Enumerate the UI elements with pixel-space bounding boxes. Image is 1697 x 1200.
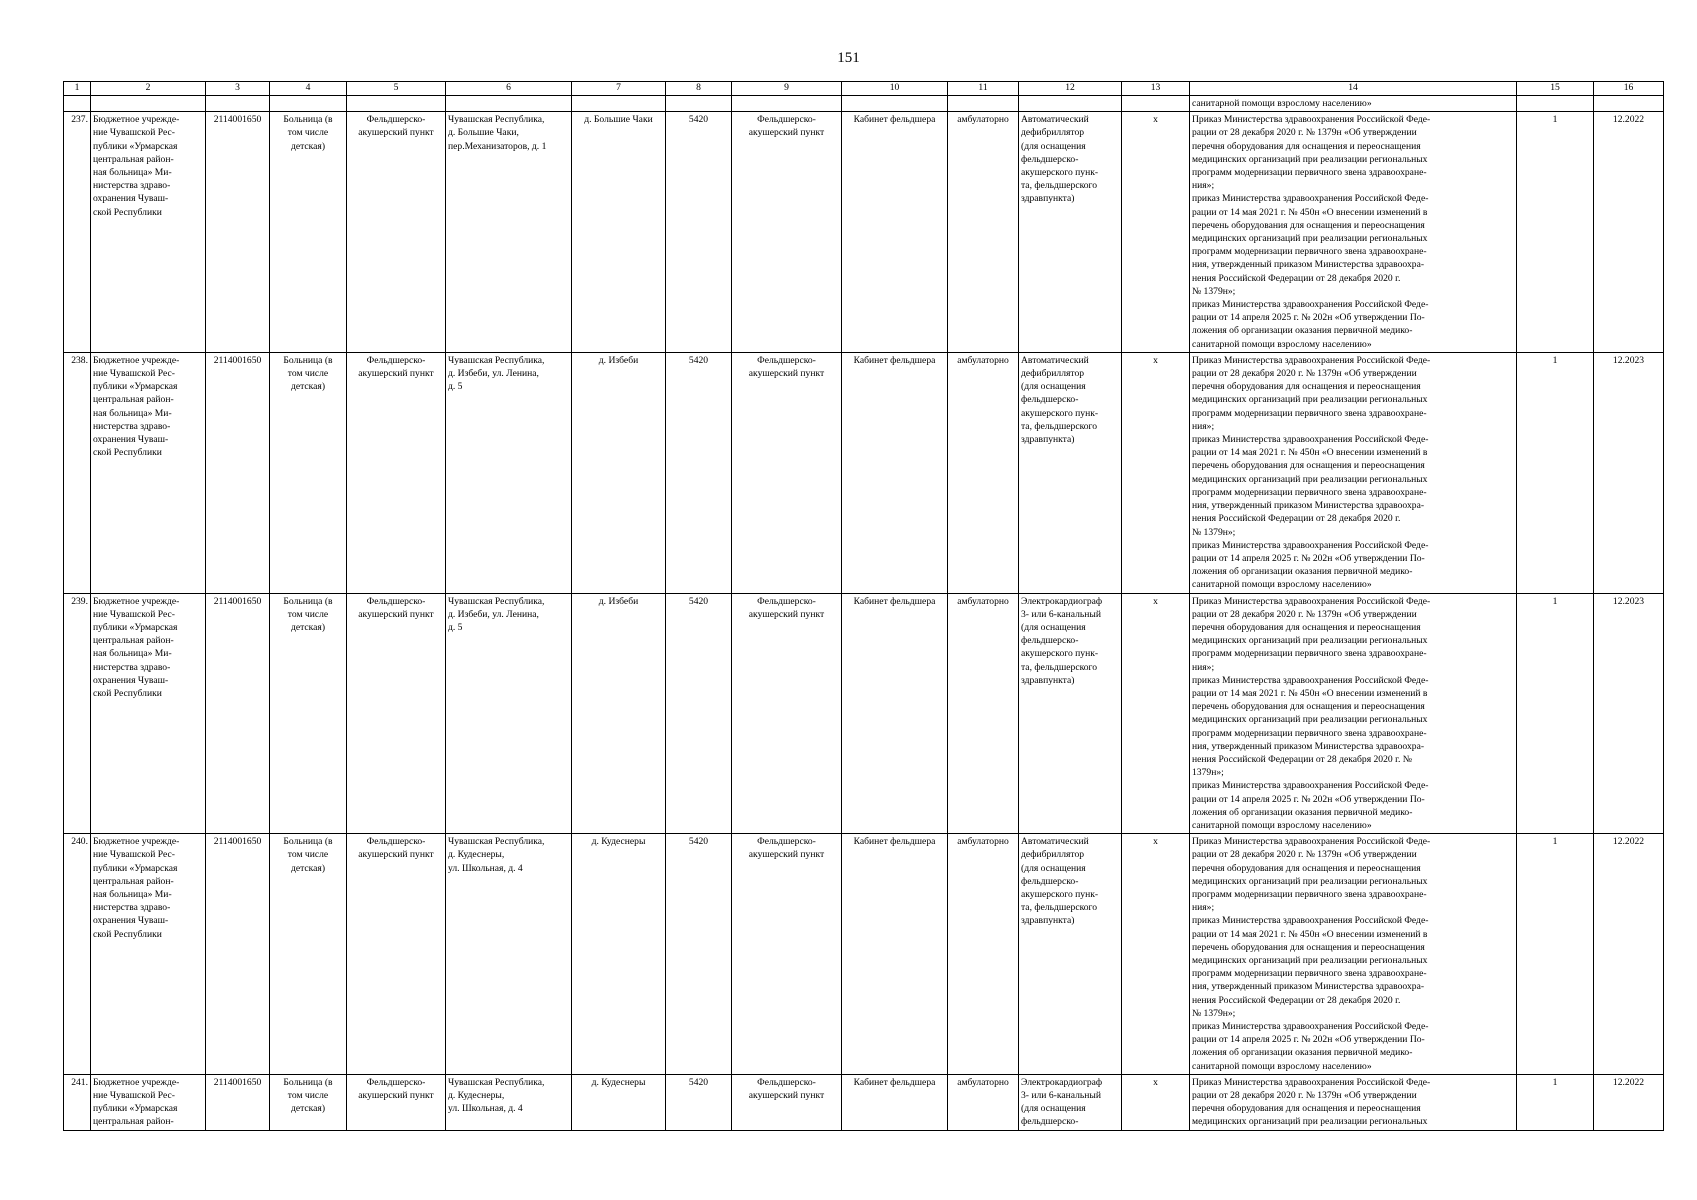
care-mode: амбулаторно: [948, 352, 1019, 593]
table-row: [64, 593, 1664, 834]
address: Чувашская Республика, д. Избеби, ул. Ленина, д. 5: [446, 593, 572, 834]
subunit-type: Фельдшерско- акушерский пункт: [732, 1074, 842, 1130]
mark: x: [1122, 834, 1190, 1075]
date: 12.2023: [1594, 593, 1664, 834]
quantity: 1: [1517, 834, 1594, 1075]
address: Чувашская Республика, д. Кудеснеры, ул. Школьная, д. 4: [446, 834, 572, 1075]
table-row: [64, 352, 1664, 593]
room-name: Кабинет фельдшера: [842, 112, 948, 353]
room-name: Кабинет фельдшера: [842, 352, 948, 593]
column-number: 2: [91, 82, 206, 96]
column-number: 11: [948, 82, 1019, 96]
room-name: Кабинет фельдшера: [842, 834, 948, 1075]
row-number: 237.: [64, 112, 91, 353]
care-mode: амбулаторно: [948, 112, 1019, 353]
facility-type: Больница (в том числе детская): [270, 352, 347, 593]
code: 5420: [666, 352, 732, 593]
unit-type: Фельдшерско- акушерский пункт: [347, 352, 446, 593]
care-mode: амбулаторно: [948, 593, 1019, 834]
facility-type: Больница (в том числе детская): [270, 112, 347, 353]
unit-type: Фельдшерско- акушерский пункт: [347, 1074, 446, 1130]
equipment: Автоматический дефибриллятор (для оснащения фельдшерско- акушерского пунк- та, фельдшерского здравпункта): [1019, 112, 1122, 353]
column-number-row: [64, 82, 1664, 96]
subunit-type: Фельдшерско- акушерский пункт: [732, 593, 842, 834]
room-name: Кабинет фельдшера: [842, 1074, 948, 1130]
mark: x: [1122, 352, 1190, 593]
column-number: 13: [1122, 82, 1190, 96]
unit-type: Фельдшерско- акушерский пункт: [347, 593, 446, 834]
locality: д. Избеби: [572, 352, 666, 593]
facility-type: Больница (в том числе детская): [270, 593, 347, 834]
continuation-text: санитарной помощи взрослому населению»: [1190, 96, 1517, 112]
inn-code: 2114001650: [206, 593, 270, 834]
quantity: 1: [1517, 1074, 1594, 1130]
mark: x: [1122, 593, 1190, 834]
date: 12.2022: [1594, 112, 1664, 353]
date: 12.2022: [1594, 1074, 1664, 1130]
inn-code: 2114001650: [206, 834, 270, 1075]
address: Чувашская Республика, д. Большие Чаки, пер.Механизаторов, д. 1: [446, 112, 572, 353]
code: 5420: [666, 1074, 732, 1130]
legal-basis: Приказ Министерства здравоохранения Российской Феде- рации от 28 декабря 2020 г. № 1379н «Об утверждении перечня оборудования для оснащения и переоснащения медицинских организаций при реализации региональных программ модернизации первичного звена здравоохране- ния»; приказ Министерства здравоохранения Российской Феде- рации от 14 мая 2021 г. № 450н «О внесении изменений в перечень оборудования для оснащения и переоснащения медицинских организаций при реализации региональных программ модернизации первичного звена здравоохране- ния, утвержденный приказом Министерства здравоохра- нения Российской Федерации от 28 декабря 2020 г. № 1379н»; приказ Министерства здравоохранения Российской Феде- рации от 14 апреля 2025 г. № 202н «Об утверждении По- ложения об организации оказания первичной медико- санитарной помощи взрослому населению»: [1190, 112, 1517, 353]
column-number: 16: [1594, 82, 1664, 96]
row-number: 240.: [64, 834, 91, 1075]
column-number: 3: [206, 82, 270, 96]
care-mode: амбулаторно: [948, 834, 1019, 1075]
care-mode: амбулаторно: [948, 1074, 1019, 1130]
column-number: 5: [347, 82, 446, 96]
inn-code: 2114001650: [206, 1074, 270, 1130]
column-number: 15: [1517, 82, 1594, 96]
legal-basis: Приказ Министерства здравоохранения Российской Феде- рации от 28 декабря 2020 г. № 1379н «Об утверждении перечня оборудования для оснащения и переоснащения медицинских организаций при реализации региональных программ модернизации первичного звена здравоохране- ния»; приказ Министерства здравоохранения Российской Феде- рации от 14 мая 2021 г. № 450н «О внесении изменений в перечень оборудования для оснащения и переоснащения медицинских организаций при реализации региональных программ модернизации первичного звена здравоохране- ния, утвержденный приказом Министерства здравоохра- нения Российской Федерации от 28 декабря 2020 г. № 1379н»; приказ Министерства здравоохранения Российской Феде- рации от 14 апреля 2025 г. № 202н «Об утверждении По- ложения об организации оказания первичной медико- санитарной помощи взрослому населению»: [1190, 834, 1517, 1075]
organization-name: Бюджетное учрежде- ние Чувашской Рес- публики «Урмарская центральная район- ная больница» Ми- нистерства здраво- охранения Чуваш- ской Республики: [91, 593, 206, 834]
inn-code: 2114001650: [206, 352, 270, 593]
quantity: 1: [1517, 112, 1594, 353]
column-number: 4: [270, 82, 347, 96]
subunit-type: Фельдшерско- акушерский пункт: [732, 834, 842, 1075]
quantity: 1: [1517, 593, 1594, 834]
subunit-type: Фельдшерско- акушерский пункт: [732, 352, 842, 593]
column-number: 14: [1190, 82, 1517, 96]
column-number: 7: [572, 82, 666, 96]
equipment: Автоматический дефибриллятор (для оснащения фельдшерско- акушерского пунк- та, фельдшерского здравпункта): [1019, 834, 1122, 1075]
address: Чувашская Республика, д. Кудеснеры, ул. Школьная, д. 4: [446, 1074, 572, 1130]
row-number: 241.: [64, 1074, 91, 1130]
locality: д. Кудеснеры: [572, 834, 666, 1075]
locality: д. Избеби: [572, 593, 666, 834]
code: 5420: [666, 834, 732, 1075]
organization-name: Бюджетное учрежде- ние Чувашской Рес- публики «Урмарская центральная район-: [91, 1074, 206, 1130]
unit-type: Фельдшерско- акушерский пункт: [347, 112, 446, 353]
row-number: 239.: [64, 593, 91, 834]
page-number: 151: [837, 50, 860, 66]
subunit-type: Фельдшерско- акушерский пункт: [732, 112, 842, 353]
table-row: [64, 112, 1664, 353]
table-body: [64, 82, 1664, 1131]
legal-basis: Приказ Министерства здравоохранения Российской Феде- рации от 28 декабря 2020 г. № 1379н «Об утверждении перечня оборудования для оснащения и переоснащения медицинских организаций при реализации региональных программ модернизации первичного звена здравоохране- ния»; приказ Министерства здравоохранения Российской Феде- рации от 14 мая 2021 г. № 450н «О внесении изменений в перечень оборудования для оснащения и переоснащения медицинских организаций при реализации региональных программ модернизации первичного звена здравоохране- ния, утвержденный приказом Министерства здравоохра- нения Российской Федерации от 28 декабря 2020 г. № 1379н»; приказ Министерства здравоохранения Российской Феде- рации от 14 апреля 2025 г. № 202н «Об утверждении По- ложения об организации оказания первичной медико- санитарной помощи взрослому населению»: [1190, 352, 1517, 593]
quantity: 1: [1517, 352, 1594, 593]
code: 5420: [666, 593, 732, 834]
column-number: 6: [446, 82, 572, 96]
row-number: 238.: [64, 352, 91, 593]
legal-basis: Приказ Министерства здравоохранения Российской Феде- рации от 28 декабря 2020 г. № 1379н «Об утверждении перечня оборудования для оснащения и переоснащения медицинских организаций при реализации региональных программ модернизации первичного звена здравоохране- ния»; приказ Министерства здравоохранения Российской Феде- рации от 14 мая 2021 г. № 450н «О внесении изменений в перечень оборудования для оснащения и переоснащения медицинских организаций при реализации региональных программ модернизации первичного звена здравоохране- ния, утвержденный приказом Министерства здравоохра- нения Российской Федерации от 28 декабря 2020 г. № 1379н»; приказ Министерства здравоохранения Российской Феде- рации от 14 апреля 2025 г. № 202н «Об утверждении По- ложения об организации оказания первичной медико- санитарной помощи взрослому населению»: [1190, 593, 1517, 834]
table-row: [64, 1074, 1664, 1130]
equipment: Электрокардиограф 3- или 6-канальный (для оснащения фельдшерско- акушерского пунк- та, фельдшерского здравпункта): [1019, 593, 1122, 834]
mark: x: [1122, 1074, 1190, 1130]
column-number: 12: [1019, 82, 1122, 96]
continuation-row: [64, 96, 1664, 112]
date: 12.2023: [1594, 352, 1664, 593]
facility-type: Больница (в том числе детская): [270, 834, 347, 1075]
organization-name: Бюджетное учрежде- ние Чувашской Рес- публики «Урмарская центральная район- ная больница» Ми- нистерства здраво- охранения Чуваш- ской Республики: [91, 834, 206, 1075]
column-number: 8: [666, 82, 732, 96]
address: Чувашская Республика, д. Избеби, ул. Ленина, д. 5: [446, 352, 572, 593]
equipment: Автоматический дефибриллятор (для оснащения фельдшерско- акушерского пунк- та, фельдшерского здравпункта): [1019, 352, 1122, 593]
locality: д. Кудеснеры: [572, 1074, 666, 1130]
locality: д. Большие Чаки: [572, 112, 666, 353]
column-number: 1: [64, 82, 91, 96]
table-row: [64, 834, 1664, 1075]
registry-table: [63, 81, 1664, 1131]
equipment: Электрокардиограф 3- или 6-канальный (для оснащения фельдшерско-: [1019, 1074, 1122, 1130]
mark: x: [1122, 112, 1190, 353]
legal-basis: Приказ Министерства здравоохранения Российской Феде- рации от 28 декабря 2020 г. № 1379н «Об утверждении перечня оборудования для оснащения и переоснащения медицинских организаций при реализации региональных: [1190, 1074, 1517, 1130]
organization-name: Бюджетное учрежде- ние Чувашской Рес- публики «Урмарская центральная район- ная больница» Ми- нистерства здраво- охранения Чуваш- ской Республики: [91, 352, 206, 593]
column-number: 10: [842, 82, 948, 96]
unit-type: Фельдшерско- акушерский пункт: [347, 834, 446, 1075]
date: 12.2022: [1594, 834, 1664, 1075]
room-name: Кабинет фельдшера: [842, 593, 948, 834]
inn-code: 2114001650: [206, 112, 270, 353]
facility-type: Больница (в том числе детская): [270, 1074, 347, 1130]
organization-name: Бюджетное учрежде- ние Чувашской Рес- публики «Урмарская центральная район- ная больница» Ми- нистерства здраво- охранения Чуваш- ской Республики: [91, 112, 206, 353]
column-number: 9: [732, 82, 842, 96]
code: 5420: [666, 112, 732, 353]
